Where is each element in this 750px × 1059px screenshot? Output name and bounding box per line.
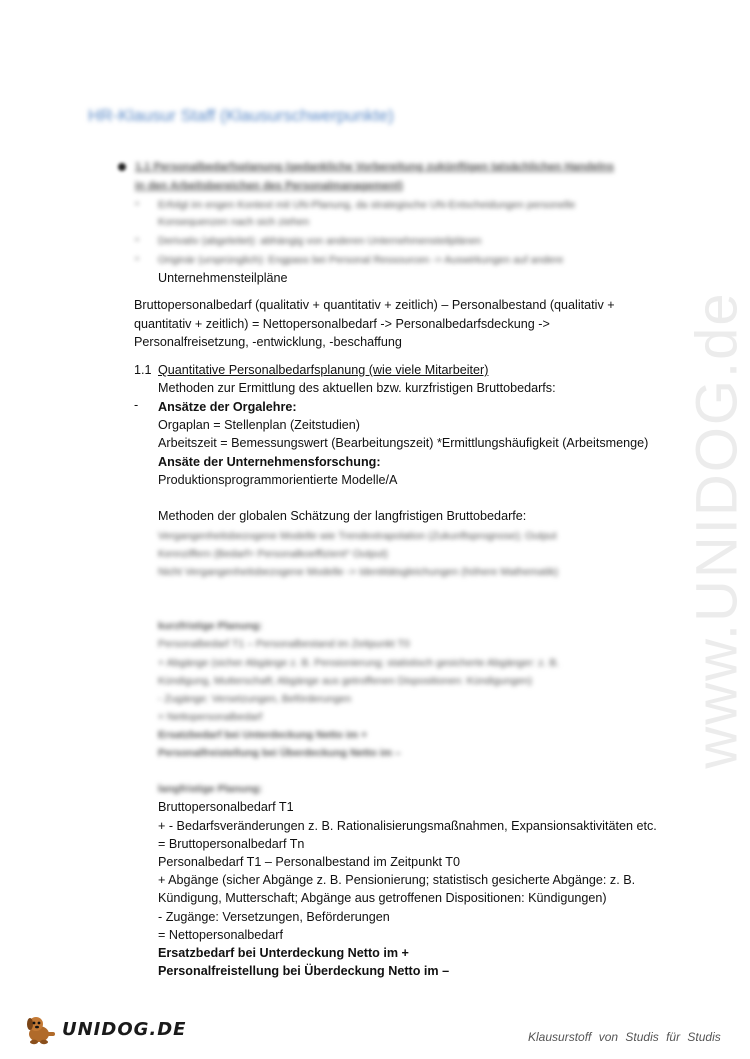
long-line-9: Ersatzbedarf bei Unterdeckung Netto im + bbox=[158, 946, 409, 960]
dash-marker: - bbox=[135, 196, 140, 210]
methods-global: Methoden der globalen Schätzung der langfristigen Bruttobedarfe: bbox=[158, 509, 527, 523]
blur-short-7: Personalfreistellung bei Überdeckung Netto im – bbox=[158, 747, 401, 759]
blur-short-heading: kurzfristige Planung: bbox=[158, 620, 263, 632]
section-heading-line-2: in den Arbeitsbereichen des Personalmanagement) bbox=[135, 180, 403, 192]
blur-short-2: + Abgänge (sicher Abgänge z. B. Pensionierung; statistisch gesicherte Abgänger: z. B. bbox=[158, 657, 560, 669]
footer-logo bbox=[22, 1012, 186, 1046]
dash-marker: - bbox=[134, 398, 139, 412]
orga-heading: Ansätze der Orgalehre: bbox=[158, 400, 297, 414]
long-line-6: Kündigung, Mutterschaft; Abgänge aus getroffenen Dispositionen: Kündigungen) bbox=[158, 891, 607, 905]
arbeitszeit-line: Arbeitszeit = Bemessungswert (Bearbeitungszeit) *Ermittlungshäufigkeit (Arbeitsmenge) bbox=[158, 436, 649, 450]
dash-marker: - bbox=[135, 251, 140, 265]
blur-bullet-3: Originär (ursprünglich): Engpass bei Personal Ressourcen -> Auswirkungen auf andere bbox=[158, 254, 564, 266]
logo-text: UNIDOG.DE bbox=[62, 1018, 187, 1040]
blur-global-3: Nicht Vergangenheitsbezogene Modelle -> Identitätsgleichungen (höhere Mathematik) bbox=[158, 566, 559, 578]
methods-current: Methoden zur Ermittlung des aktuellen bzw. kurzfristigen Bruttobedarfs: bbox=[158, 381, 556, 395]
blur-global-1: Vergangenheitsbezogene Modelle wie Trendextrapolation (Zukunftsprognose); Output bbox=[158, 530, 557, 542]
production-line: Produktionsprogrammorientierte Modelle/A bbox=[158, 473, 398, 487]
watermark bbox=[632, 280, 750, 780]
long-line-3: = Bruttopersonalbedarf Tn bbox=[158, 837, 305, 851]
document-title: HR-Klausur Staff (Klausurschwerpunkte) bbox=[88, 106, 394, 125]
research-heading: Ansäte der Unternehmensforschung: bbox=[158, 455, 381, 469]
long-line-1: Bruttopersonalbedarf T1 bbox=[158, 800, 294, 814]
orgaplan-line: Orgaplan = Stellenplan (Zeitstudien) bbox=[158, 418, 360, 432]
subsection-heading: Quantitative Personalbedarfsplanung (wie viele Mitarbeiter) bbox=[158, 363, 489, 377]
formula-line-3: Personalfreisetzung, -entwicklung, -beschaffung bbox=[134, 335, 402, 349]
formula-line-2: quantitativ + zeitlich) = Nettopersonalbedarf -> Personalbedarfsdeckung -> bbox=[134, 317, 550, 331]
long-line-7: - Zugänge: Versetzungen, Beförderungen bbox=[158, 910, 390, 924]
blur-bullet-1b: Konsequenzen nach sich ziehen bbox=[158, 216, 310, 228]
dog-mascot-icon bbox=[22, 1012, 58, 1046]
formula-line-1: Bruttopersonalbedarf (qualitativ + quantitativ + zeitlich) – Personalbestand (qualitativ + bbox=[134, 298, 615, 312]
section-heading-line-1: 1.1 Personalbedarfsplanung (gedankliche Vorbereitung zukünftigen tatsächlichen Handelns bbox=[135, 161, 614, 173]
blur-short-4: - Zugänge: Versetzungen, Beförderungen bbox=[158, 693, 352, 705]
blur-short-6: Ersatzbedarf bei Unterdeckung Netto im + bbox=[158, 729, 368, 741]
long-line-2: + - Bedarfsveränderungen z. B. Rationalisierungsmaßnahmen, Expansionsaktivitäten etc. bbox=[158, 819, 657, 833]
long-line-8: = Nettopersonalbedarf bbox=[158, 928, 283, 942]
long-line-4: Personalbedarf T1 – Personalbestand im Zeitpunkt T0 bbox=[158, 855, 460, 869]
blur-bullet-2: Derivativ (abgeleitet): abhängig von anderen Unternehmensteilplänen bbox=[158, 235, 482, 247]
bullet-tail: Unternehmensteilpläne bbox=[158, 271, 288, 285]
long-line-5: + Abgänge (sicher Abgänge z. B. Pensionierung; statistisch gesicherte Abgänge: z. B. bbox=[158, 873, 636, 887]
blur-short-3: Kündigung, Mutterschaft; Abgänge aus getroffenen Dispositionen: Kündigungen) bbox=[158, 675, 532, 687]
watermark-text: www.UNIDOG.de bbox=[684, 291, 750, 769]
blur-global-2: Kennziffern (Bedarf= Personalkoeffizient* Output) bbox=[158, 548, 388, 560]
blur-bullet-1: Erfolgt im engen Kontext mit UN-Planung, da strategische UN-Entscheidungen personelle bbox=[158, 199, 576, 211]
dash-marker: - bbox=[135, 232, 140, 246]
footer-tagline: Klausurstoff von Studis für Studis bbox=[528, 1030, 721, 1044]
bullet-dot-icon bbox=[118, 163, 126, 171]
subsection-number: 1.1 bbox=[134, 363, 152, 377]
blur-short-1: Personalbedarf T1 – Personalbestand im Zeitpunkt T0 bbox=[158, 638, 410, 650]
blur-long-heading: langfristige Planung: bbox=[158, 783, 263, 795]
blur-short-5: = Nettopersonalbedarf bbox=[158, 711, 263, 723]
long-line-10: Personalfreistellung bei Überdeckung Netto im – bbox=[158, 964, 450, 978]
